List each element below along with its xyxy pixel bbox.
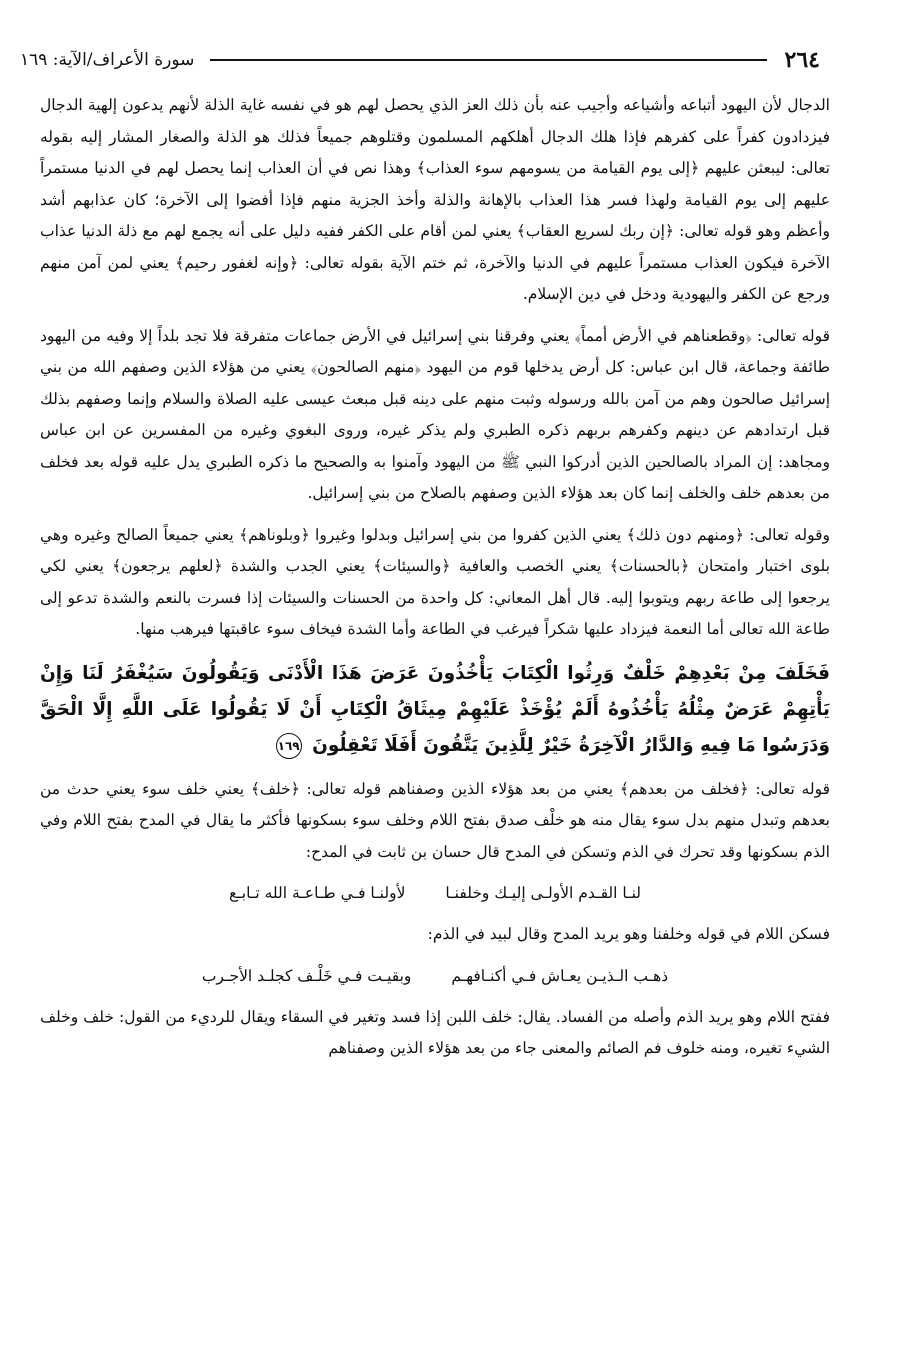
paragraph: الدجال لأن اليهود أتباعه وأشياعه وأجيب عنه بأن ذلك العز الذي يحصل لهم هو في نفسه غاية الذلة لأنهم يدعون إلهية الدجال فيزدادون كفراً على كفرهم فإذا هلك الدجال أهلكهم المسلمون وقتلوهم جميعاً فذلك هو الذلة والصغار المشار إليه بقوله تعالى: ليبعثن عليهم ﴿إلى يوم القيامة من يسومهم سوء العذاب﴾ وهذا نص في أن العذاب إنما يحصل لهم في الدنيا مستمراً عليهم إلى يوم القيامة ولهذا فسر هذا العذاب بالإهانة والذلة وأخذ الجزية منهم فإذا أفضوا إلى الآخرة؛ كان عذابهم أشد وأعظم وهو قوله تعالى: ﴿إن ربك لسريع العقاب﴾ يعني لمن أقام على الكفر ففيه دليل على أنه يجمع لهم مع ذلة الدنيا عذاب الآخرة فيكون العذاب مستمراً عليهم في الدنيا والآخرة، ثم ختم الآية بقوله تعالى: ﴿وإنه لغفور رحيم﴾ يعني لمن آمن منهم ورجع عن الكفر واليهودية ودخل في دين الإسلام.: [40, 96, 830, 303]
poem-hemistich-right: ذهـب الـذيـن يعـاش فـي أكنـافهـم: [451, 966, 669, 985]
paragraph: فسكن اللام في قوله وخلفنا وهو يريد المدح وقال لبيد في الذم:: [427, 925, 830, 943]
page-header: [20, 40, 820, 80]
poem-line: [40, 961, 830, 992]
paragraph: ففتح اللام وهو يريد الذم وأصله من الفساد. يقال: خلف اللبن إذا فسد وتغير في السقاء ويقال للرديء من القول: خلف وخلف الشيء تغيره، ومنه خلوف فم الصائم والمعنى جاء من بعد هؤلاء الذين وصفناهم: [40, 1007, 830, 1057]
verse-text: فَخَلَفَ مِنْ بَعْدِهِمْ خَلْفٌ وَرِثُوا الْكِتَابَ يَأْخُذُونَ عَرَضَ هَذَا الْأَدْنَى وَيَقُولُونَ سَيُغْفَرُ لَنَا وَإِنْ يَأْتِهِمْ عَرَضٌ مِثْلُهُ يَأْخُذُوهُ أَلَمْ يُؤْخَذْ عَلَيْهِمْ مِيثَاقُ الْكِتَابِ أَنْ لَا يَقُولُوا عَلَى اللَّهِ إِلَّا الْحَقَّ وَدَرَسُوا مَا فِيهِ وَالدَّارُ الْآخِرَةُ خَيْرٌ لِلَّذِينَ يَتَّقُونَ أَفَلَا تَعْقِلُونَ: [40, 662, 830, 756]
surah-title: سورة الأعراف/الآية: ١٦٩: [20, 50, 195, 70]
paragraph: وقوله تعالى: ﴿ومنهم دون ذلك﴾ يعني الذين كفروا من بني إسرائيل وبدلوا وغيروا ﴿وبلوناهم﴾ يعني جميعاً الصالح وغيره وهي بلوى اختبار وامتحان ﴿بالحسنات﴾ يعني الخصب والعافية ﴿والسيئات﴾ يعني الجدب والشدة ﴿لعلهم يرجعون﴾ يعني لكي يرجعوا إلى طاعة ربهم ويتوبوا إليه. قال أهل المعاني: كل واحدة من الحسنات والسيئات إذا فسرت بالنعم والشدة تدعو إلى طاعة الله تعالى أما النعمة فيزداد عليها شكراً فيرغب في الطاعة وأما الشدة فيخاف سوء عاقبتها فيرهب منها.: [40, 525, 830, 638]
poem-line: [40, 878, 830, 909]
poem-hemistich-right: لنـا القـدم الأولـى إليـك وخلفنـا: [445, 884, 642, 902]
quran-verse: [40, 656, 830, 764]
poem-hemistich-left: لأولنـا فـي طـاعـة الله تـابـع: [228, 884, 406, 902]
page-number: ٢٦٤: [784, 47, 820, 73]
page-body: [40, 90, 830, 1075]
header-rule: [210, 59, 766, 61]
paragraph: قوله تعالى: ﴿فخلف من بعدهم﴾ يعني من بعد هؤلاء الذين وصفناهم قوله تعالى: ﴿خلف﴾ يعني خلف سوء يعني حدث من بعدهم وتبدل منهم بدل سوء يقال منه هو خلْف صدق بفتح اللام وخلف سوء بسكونها فأكثر ما يقال في المدح بفتح اللام وفي الذم بسكونها وقد تحرك في الذم وتسكن في المدح قال حسان بن ثابت في المدح:: [40, 779, 830, 861]
ayah-number-mark: ١٦٩: [276, 733, 302, 759]
poem-hemistich-left: وبقيـت فـي خَلْـف كجلـد الأجـرب: [201, 966, 412, 985]
paragraph: قوله تعالى: ﴿وقطعناهم في الأرض أمماً﴾ يعني وفرقنا بني إسرائيل في الأرض جماعات متفرقة فلا تجد بلداً إلا وفيه من اليهود طائفة وجماعة، قال ابن عباس: كل أرض يدخلها قوم من اليهود ﴿منهم الصالحون﴾ يعني من هؤلاء الذين وصفهم الله من بني إسرائيل صالحون وهم من آمن بالله ورسوله وثبت منهم على دينه قبل مبعث عيسى عليه الصلاة والسلام وإنما وصفهم بذلك قبل ارتدادهم عن دينهم وكفرهم بربهم ذكره الطبري ولم يذكر غيره، وروى البغوي وغيره من المفسرين عن ابن عباس ومجاهد: إن المراد بالصالحين الذين أدركوا النبي ﷺ من اليهود وآمنوا به والصحيح ما ذكره الطبري يدل عليه قوله بعد فخلف من بعدهم خلف والخلف إنما كان بعد هؤلاء الذين وصفهم بالصلاح من بني إسرائيل.: [40, 326, 831, 502]
